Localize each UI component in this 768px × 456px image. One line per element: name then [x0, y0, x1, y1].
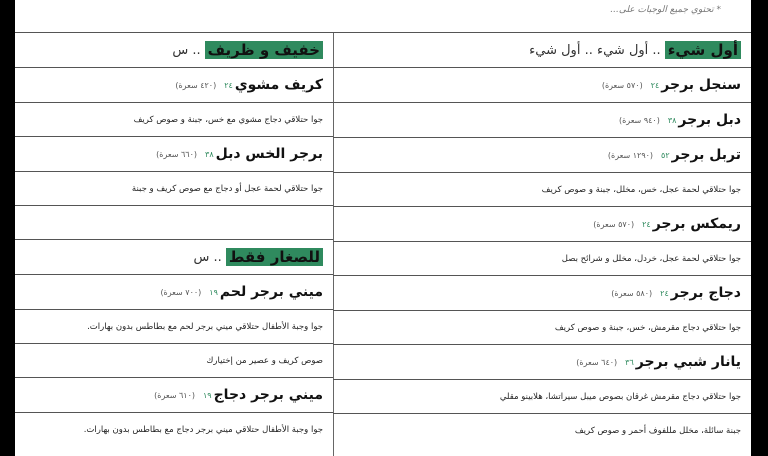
item-price: ١٩ [209, 287, 218, 297]
item-name: دجاج برجر [670, 285, 741, 301]
item-price: ٢٤ [224, 80, 233, 90]
item-calories: (٦٦٠ سعرة) [156, 149, 198, 159]
section-header-kids [15, 239, 333, 274]
item-description-row [333, 379, 751, 413]
item-calories: (٥٧٠ سعرة) [601, 80, 643, 90]
item-name: كريف مشوي [234, 77, 323, 93]
menu-item [333, 275, 751, 310]
item-calories: (٧٠٠ سعرة) [160, 287, 202, 297]
section-suffix: .. س [172, 42, 201, 58]
item-price: ٣٨ [667, 115, 677, 125]
item-price: ٢٤ [642, 219, 651, 229]
item-name: سنجل برجر [661, 77, 741, 93]
menu-item [15, 136, 333, 171]
item-description: جوا حتلاقي دجاج مقرمش غرقان بصوص ميبل سيراتشا، هلابينو مقلي [499, 391, 741, 402]
section-title: خفيف و ظريف [205, 41, 323, 59]
item-name: ميني برجر دجاج [213, 387, 323, 403]
menu-page [15, 0, 751, 456]
item-description-row [333, 413, 751, 447]
item-description-row [15, 102, 333, 136]
item-description: جوا حتلاقي دجاج مشوي مع خس، جبنة و صوص كريف [133, 114, 323, 125]
item-description: جوا وجبة الأطفال حتلاقي ميني برجر لحم مع بطاطس بدون بهارات. [87, 321, 323, 332]
item-price: ٥٢ [661, 150, 670, 160]
empty-row [15, 205, 333, 239]
item-description: جوا حتلاقي لحمة عجل أو دجاج مع صوص كريف و جبنة [131, 183, 323, 194]
item-description: جوا وجبة الأطفال حتلاقي ميني برجر دجاج مع بطاطس بدون بهارات. [83, 424, 323, 435]
item-name: دبل برجر [678, 112, 741, 128]
item-description: جوا حتلاقي لحمة عجل، خردل، مخلل و شرائح بصل [561, 253, 741, 264]
item-calories: (٦٤٠ سعرة) [576, 357, 618, 367]
menu-item [15, 274, 333, 309]
section-header-light [15, 32, 333, 67]
section-title: للصغار فقط [226, 248, 323, 266]
item-name: ميني برجر لحم [219, 284, 323, 300]
item-description: جوا حتلاقي لحمة عجل، خس، مخلل، جبنة و صوص كريف [541, 184, 741, 195]
item-calories: (٤٢٠ سعرة) [175, 80, 217, 90]
section-suffix: .. أول شيء .. أول شيء [529, 42, 661, 58]
header-note: * تحتوي جميع الوجبات على... [610, 5, 721, 15]
menu-item [333, 344, 751, 379]
item-description: صوص كريف و عصير من إختيارك [206, 355, 323, 366]
item-name: يانار شبي برجر [635, 354, 741, 370]
left-column [15, 32, 334, 456]
item-description: جوا حتلاقي دجاج مقرمش، خس، جبنة و صوص كريف [554, 322, 741, 333]
item-name: تربل برجر [671, 147, 741, 163]
right-column [333, 32, 751, 456]
item-price: ٣٦ [625, 357, 634, 367]
right-border [751, 0, 768, 456]
section-suffix: .. س [193, 249, 222, 265]
item-calories: (٥٨٠ سعرة) [611, 288, 653, 298]
item-calories: (٥٧٠ سعرة) [593, 219, 635, 229]
item-description-row [15, 171, 333, 205]
menu-item [333, 206, 751, 241]
item-calories: (٩٤٠ سعرة) [618, 115, 660, 125]
section-title: أول شيء [665, 41, 741, 59]
item-price: ٣٨ [205, 149, 214, 159]
section-header-first [333, 32, 751, 67]
item-calories: (٦١٠ سعرة) [154, 390, 195, 400]
item-name: برجر الخس دبل [215, 146, 323, 162]
menu-item [333, 137, 751, 172]
item-price: ٢٤ [650, 80, 660, 90]
menu-item [333, 102, 751, 137]
item-description-row [15, 309, 333, 343]
menu-item [15, 67, 333, 102]
item-description-row [15, 343, 333, 377]
menu-item [333, 67, 751, 102]
item-price: ١٩ [203, 390, 212, 400]
item-description-row [15, 412, 333, 446]
item-description-row [333, 172, 751, 206]
item-description-row [333, 241, 751, 275]
item-name: ريمكس برجر [652, 216, 741, 232]
menu-item [15, 377, 333, 412]
item-description: جبنة سائلة، مخلل مللفوف أحمر و صوص كريف [574, 425, 741, 436]
item-description-row [333, 310, 751, 344]
item-calories: (١٢٩٠ سعرة) [607, 150, 654, 160]
item-price: ٢٤ [660, 288, 669, 298]
